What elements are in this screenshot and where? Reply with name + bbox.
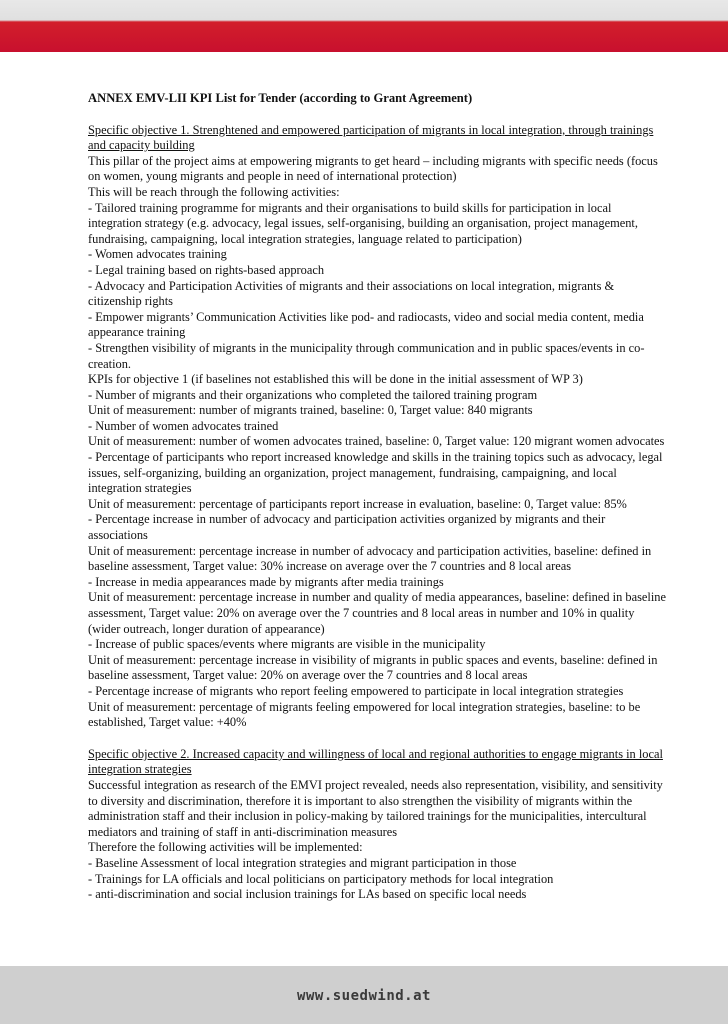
kpi-measurement: Unit of measurement: percentage increase in visibility of migrants in public spaces and events, baseline: defined in baseline assessment, Target value: 20% on average over the 7 countries and 8 local areas [88, 652, 658, 683]
footer-website-link[interactable]: www.suedwind.at [297, 988, 431, 1004]
kpi-item: - Percentage of participants who report increased knowledge and skills in the training topics such as advocacy, legal issues, self-organizing, building an organization, project management, fundraising, campaigning, and local integration strategies [88, 450, 663, 496]
paragraph-line: Therefore the following activities will be implemented: [88, 840, 363, 855]
kpi-intro: KPIs for objective 1 (if baselines not established this will be done in the initial assessment of WP 3) [88, 372, 583, 387]
activity-item: - Baseline Assessment of local integration strategies and migrant participation in those [88, 855, 517, 870]
activity-item: - Strengthen visibility of migrants in the municipality through communication and in public spaces/events in co-creation. [88, 340, 645, 371]
kpi-measurement: Unit of measurement: percentage increase in number of advocacy and participation activities, baseline: defined in baseline assessment, Target value: 30% increase on average over the 7 countries and 8 local areas [88, 543, 652, 574]
document-body [88, 91, 668, 919]
section-heading: Specific objective 2. Increased capacity and willingness of local and regional authorities to engage migrants in local integration strategies [88, 746, 663, 777]
section-objective-2 [88, 747, 668, 903]
activity-item: - anti-discrimination and social inclusion trainings for LAs based on specific local needs [88, 887, 527, 902]
kpi-measurement: Unit of measurement: percentage of participants report increase in evaluation, baseline: 0, Target value: 85% [88, 496, 627, 511]
kpi-measurement: Unit of measurement: percentage increase in number and quality of media appearances, baseline: defined in baseline assessment, Target value: 20% on average over the 7 countries and 8 local areas in number and 10% in quality (wider outreach, longer duration of appearance) [88, 590, 666, 636]
paragraph-line: Successful integration as research of the EMVI project revealed, needs also representation, visibility, and sensitivity to diversity and discrimination, therefore it is important to also strengthen the visibility of migrants within the administration staff and their inclusion in policy-making by tailored trainings for the municipalities, intercultural mediators and training of staff in anti-discrimination measures [88, 777, 663, 839]
paragraph-line: This pillar of the project aims at empowering migrants to get heard – including migrants with specific needs (focus on women, young migrants and people in need of international protection) [88, 153, 658, 184]
kpi-measurement: Unit of measurement: percentage of migrants feeling empowered for local integration strategies, baseline: to be established, Target value: +40% [88, 699, 641, 730]
kpi-measurement: Unit of measurement: number of women advocates trained, baseline: 0, Target value: 120 migrant women advocates [88, 434, 665, 449]
kpi-item: - Increase in media appearances made by migrants after media trainings [88, 574, 444, 589]
section-objective-1 [88, 123, 668, 731]
kpi-item: - Number of migrants and their organizations who completed the tailored training program [88, 387, 538, 402]
kpi-item: - Percentage increase in number of advocacy and participation activities organized by migrants and their associations [88, 512, 606, 543]
activity-item: - Legal training based on rights-based approach [88, 262, 325, 277]
activity-item: - Advocacy and Participation Activities of migrants and their associations on local integration, migrants & citizenship rights [88, 278, 615, 309]
activity-item: - Empower migrants’ Communication Activities like pod- and radiocasts, video and social media content, media appearance training [88, 309, 644, 340]
kpi-item: - Percentage increase of migrants who report feeling empowered to participate in local integration strategies [88, 683, 624, 698]
activity-item: - Trainings for LA officials and local politicians on participatory methods for local integration [88, 871, 554, 886]
section-heading: Specific objective 1. Strenghtened and empowered participation of migrants in local integration, through trainings and capacity building [88, 122, 654, 153]
top-banner [0, 0, 728, 52]
activity-item: - Tailored training programme for migrants and their organisations to build skills for participation in local integration strategy (e.g. advocacy, legal issues, self-organising, building an organisation, project management, fundraising, campaigning, local integration strategies, language related to participation) [88, 200, 638, 246]
activity-item: - Women advocates training [88, 247, 227, 262]
paragraph-line: This will be reach through the following activities: [88, 184, 340, 199]
kpi-item: - Number of women advocates trained [88, 418, 279, 433]
kpi-item: - Increase of public spaces/events where migrants are visible in the municipality [88, 637, 486, 652]
footer-banner [0, 966, 728, 1024]
document-title: ANNEX EMV-LII KPI List for Tender (according to Grant Agreement) [88, 91, 473, 105]
kpi-measurement: Unit of measurement: number of migrants trained, baseline: 0, Target value: 840 migrants [88, 403, 533, 418]
